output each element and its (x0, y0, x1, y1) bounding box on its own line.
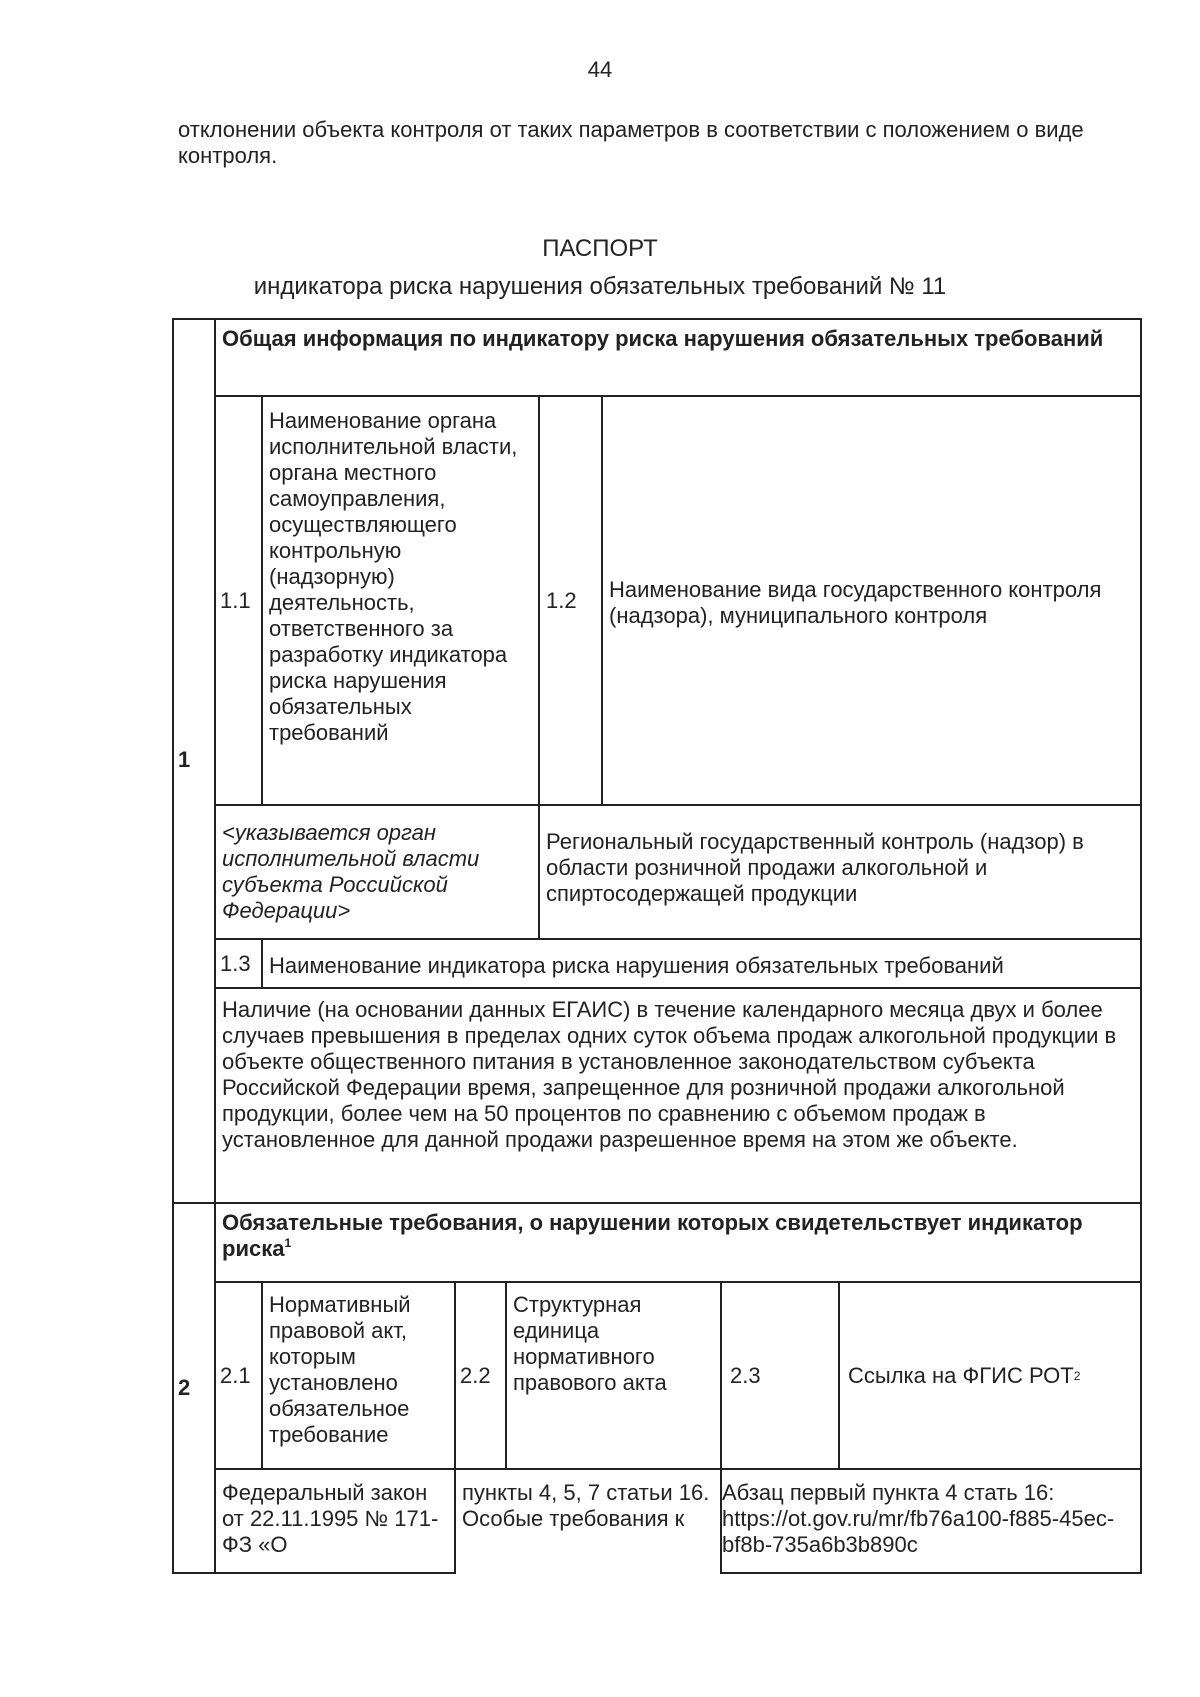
table-border-top (172, 318, 1142, 320)
table-rule (215, 1468, 1142, 1470)
section-heading: Общая информация по индикатору риска нарушения обязательных требований (222, 326, 1104, 351)
table-rule (215, 987, 1142, 989)
item-label: Наименование органа исполнительной власти, органа местного самоуправления, осуществляющего контрольную (надзорную) деятельность, ответственного за разработку индикатора риска нарушения обязательных требований (269, 408, 518, 745)
item-label: Структурная единица нормативного правового акта (513, 1292, 667, 1395)
document-subtitle: индикатора риска нарушения обязательных требований № 11 (253, 273, 947, 300)
section-number: 2 (178, 1375, 191, 1400)
table-rule (215, 804, 1142, 806)
item-label: Ссылка на ФГИС РОТ 2 (848, 1362, 1081, 1388)
table-border-bottom (720, 1572, 1142, 1574)
item-value: Абзац первый пункта 4 стать 16: https://ot.gov.ru/mr/fb76a100-f885-45ec-bf8b-735a6b3b890c (722, 1480, 1115, 1557)
item-number: 2.2 (460, 1362, 491, 1388)
item-label: Наименование вида государственного контроля (надзора), муниципального контроля (609, 576, 1102, 628)
item-value: Региональный государственный контроль (надзор) в области розничной продажи алкогольной и спиртосодержащей продукции (546, 829, 1084, 906)
item-value: Федеральный закон от 22.11.1995 № 171-ФЗ «О (222, 1480, 439, 1557)
footnote-ref: 1 (284, 1236, 292, 1250)
item-value: пункты 4, 5, 7 статьи 16. Особые требования к (462, 1480, 710, 1531)
table-rule (172, 1202, 1142, 1204)
item-number: 1.3 (220, 950, 251, 976)
item-label: Нормативный правовой акт, которым установлено обязательное требование (269, 1292, 411, 1447)
item-value: <указывается орган исполнительной власти субъекта Российской Федерации> (222, 820, 480, 923)
item-number: 1.1 (220, 587, 251, 613)
intro-paragraph: отклонении объекта контроля от таких параметров в соответствии с положением о виде контроля. (178, 117, 1084, 168)
item-number: 1.2 (546, 587, 577, 613)
document-title: ПАСПОРТ (542, 235, 658, 262)
section-number: 1 (178, 747, 191, 772)
section-heading-text: Обязательные требования, о нарушении которых свидетельствует индикатор риска (222, 1210, 1083, 1261)
item-label-text: Ссылка на ФГИС РОТ (848, 1362, 1074, 1388)
item-label: Наименование индикатора риска нарушения обязательных требований (269, 952, 1004, 978)
item-value: Наличие (на основании данных ЕГАИС) в течение календарного месяца двух и более случаев превышения в пределах одних суток объема продаж алкогольной продукции в объекте общественного питания в установленное законодательством субъекта Российской Федерации время, запрещенное для розничной продажи алкогольной продукции, более чем на 50 процентов по сравнению с объемом продаж в установленное для данной продажи разрешенное время на этом же объекте. (222, 997, 1117, 1152)
item-number: 2.1 (220, 1362, 251, 1388)
page-number: 44 (587, 57, 613, 82)
table-border-right (1140, 318, 1142, 1574)
section-heading (216, 1206, 1116, 1280)
item-number: 2.3 (730, 1362, 761, 1388)
